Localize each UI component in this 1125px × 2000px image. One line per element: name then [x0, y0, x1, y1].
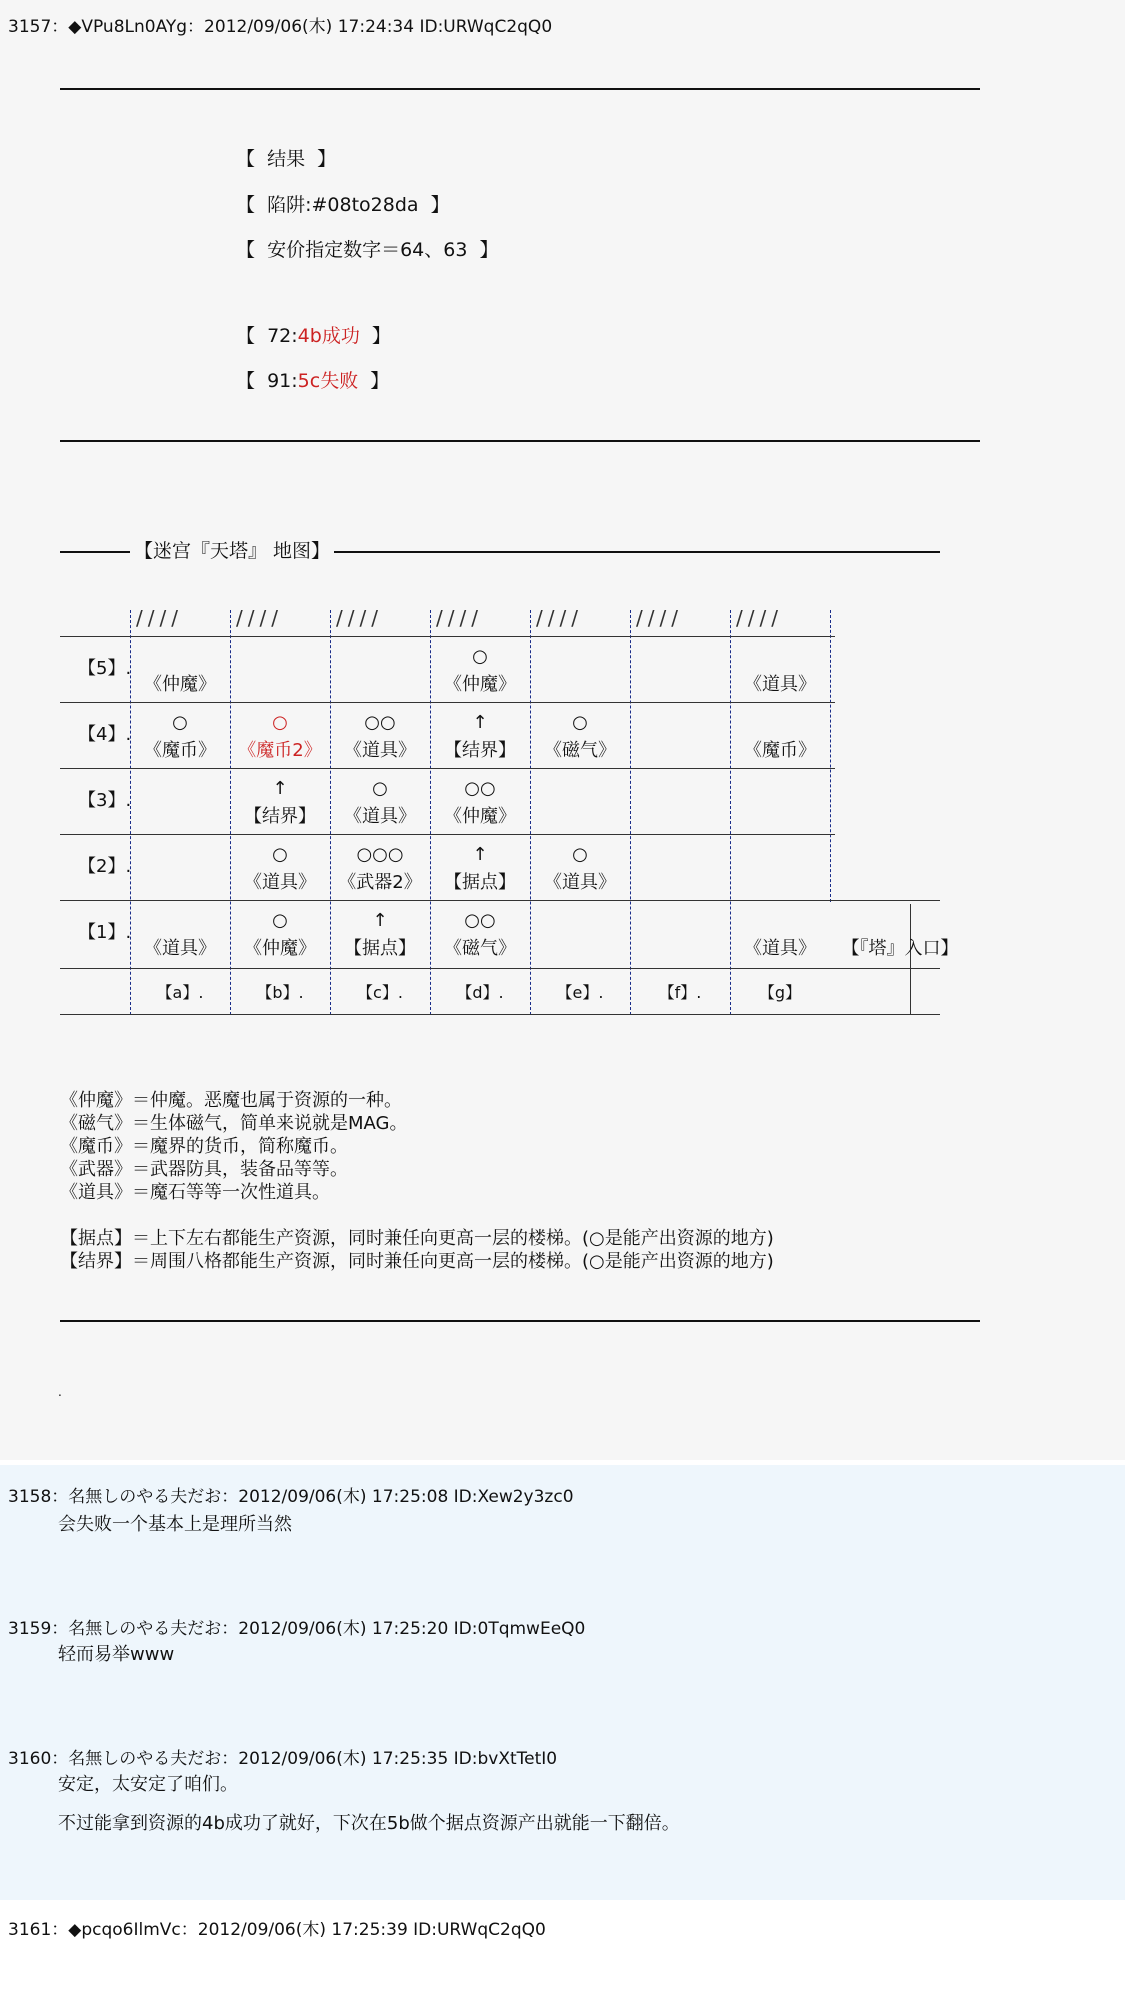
cell-item-r1-g: 《道具》: [744, 938, 816, 959]
cell-marker-r4-c: ○○: [364, 712, 396, 733]
post-header-3157: 3157：◆VPu8Ln0AYg：2012/09/06(木) 17:24:34 ID:URWqC2qQ0: [8, 17, 553, 37]
divider: [60, 88, 980, 90]
cell-item-r2-b: 《道具》: [244, 872, 316, 893]
cell-item-r2-e: 《道具》: [544, 872, 616, 893]
grid-row-line: [60, 1014, 940, 1015]
row-label: 【1】.: [78, 922, 132, 943]
post-body-3160: 安定，太安定了咱们。: [58, 1774, 238, 1795]
hatch-mark: ////: [536, 606, 583, 630]
hatch-mark: ////: [136, 606, 183, 630]
cell-item-r4-e: 《磁气》: [544, 740, 616, 761]
cell-item-r4-b: 《魔币2》: [238, 740, 322, 761]
row-label: 【2】.: [78, 856, 132, 877]
cell-marker-r4-b: ○: [272, 712, 288, 733]
grid-column-line: [630, 610, 631, 1015]
hatch-mark: ////: [336, 606, 383, 630]
row-label: 【4】.: [78, 724, 132, 745]
cell-item-r4-a: 《魔币》: [144, 740, 216, 761]
cell-item-r1-b: 《仲魔》: [244, 938, 316, 959]
cell-marker-r1-c: ↑: [372, 910, 388, 931]
cell-marker-r4-a: ○: [172, 712, 188, 733]
cell-marker-r1-b: ○: [272, 910, 288, 931]
cell-item-r3-c: 《道具》: [344, 806, 416, 827]
legend-line: 《道具》＝魔石等等一次性道具。: [60, 1182, 330, 1203]
grid-row-line: [60, 768, 835, 769]
grid-column-line: [730, 610, 731, 1015]
roll-1-result: 4b成功: [297, 325, 360, 347]
cell-marker-r1-d: ○○: [464, 910, 496, 931]
cell-marker-r5-d: ○: [472, 646, 488, 667]
column-label: 【b】.: [256, 983, 304, 1002]
legend-line: 《武器》＝武器防具，装备品等等。: [60, 1159, 348, 1180]
legend-line: 《磁气》＝生体磁气，简单来说就是MAG。: [60, 1113, 408, 1134]
column-label: 【f】.: [658, 983, 702, 1002]
cell-marker-r2-b: ○: [272, 844, 288, 865]
legend-line: 【据点】＝上下左右都能生产资源，同时兼任向更高一层的楼梯。(○是能产出资源的地方): [60, 1228, 774, 1249]
cell-marker-r3-d: ○○: [464, 778, 496, 799]
post-header-3160: 3160：名無しのやる夫だお：2012/09/06(木) 17:25:35 ID:bvXtTetI0: [8, 1749, 558, 1769]
cell-item-r1-c: 【据点】: [344, 938, 416, 959]
cell-marker-r2-d: ↑: [472, 844, 488, 865]
cell-item-r2-d: 【据点】: [444, 872, 516, 893]
grid-column-line: [830, 610, 831, 902]
cell-item-r2-c: 《武器2》: [338, 872, 422, 893]
cell-item-r3-d: 《仲魔》: [444, 806, 516, 827]
result-heading: 【 结果 】: [236, 148, 337, 170]
column-label: 【e】.: [556, 983, 604, 1002]
post-body-3160-line2: 不过能拿到资源的4b成功了就好，下次在5b做个据点资源产出就能一下翻倍。: [58, 1813, 680, 1834]
row-label: 【3】.: [78, 790, 132, 811]
post-body-3158: 会失败一个基本上是理所当然: [58, 1514, 292, 1535]
grid-row-line: [60, 968, 940, 969]
price-line: 【 安价指定数字＝64、63 】: [236, 239, 499, 261]
column-label: 【g】: [758, 983, 802, 1002]
cell-marker-r2-c: ○○○: [356, 844, 404, 865]
post-header-3159: 3159：名無しのやる夫だお：2012/09/06(木) 17:25:20 ID:0TqmwEeQ0: [8, 1619, 586, 1639]
grid-row-line: [60, 702, 835, 703]
column-label: 【c】.: [357, 983, 403, 1002]
cell-marker-r4-d: ↑: [472, 712, 488, 733]
roll-2: 【 91:5c失败 】: [236, 370, 390, 392]
roll-2-result: 5c失败: [297, 370, 359, 392]
cell-item-r5-d: 《仲魔》: [444, 674, 516, 695]
cell-marker-r3-b: ↑: [272, 778, 288, 799]
grid-column-line: [230, 610, 231, 1015]
grid-column-line: [330, 610, 331, 1015]
hatch-mark: ////: [736, 606, 783, 630]
cell-item-r1-a: 《道具》: [144, 938, 216, 959]
cell-marker-r3-c: ○: [372, 778, 388, 799]
cell-item-r5-g: 《道具》: [744, 674, 816, 695]
hatch-mark: ////: [236, 606, 283, 630]
post-header-3158: 3158：名無しのやる夫だお：2012/09/06(木) 17:25:08 ID:Xew2y3zc0: [8, 1487, 574, 1507]
roll-1: 【 72:4b成功 】: [236, 325, 391, 347]
column-label: 【a】.: [156, 983, 204, 1002]
grid-column-line: [430, 610, 431, 1015]
post-header-3161: 3161：◆pcqo6IlmVc：2012/09/06(木) 17:25:39 ID:URWqC2qQ0: [8, 1920, 546, 1940]
cell-item-r3-b: 【结界】: [244, 806, 316, 827]
legend-line: 《仲魔》＝仲魔。恶魔也属于资源的一种。: [60, 1090, 402, 1111]
grid-column-line: [530, 610, 531, 1015]
post-body-3159: 轻而易举www: [58, 1644, 175, 1665]
cell-item-r4-g: 《魔币》: [744, 740, 816, 761]
column-label: 【d】.: [456, 983, 504, 1002]
tower-entrance-label: 【『塔』入口】: [841, 938, 959, 959]
cell-marker-r4-e: ○: [572, 712, 588, 733]
map-title: 【迷宫『天塔』 地图】: [130, 536, 334, 563]
hatch-mark: ////: [436, 606, 483, 630]
row-label: 【5】.: [78, 658, 132, 679]
cell-item-r4-d: 【结界】: [444, 740, 516, 761]
divider: [60, 440, 980, 442]
grid-row-line: [60, 900, 940, 901]
grid-row-line: [60, 834, 835, 835]
cell-item-r4-c: 《道具》: [344, 740, 416, 761]
legend-line: 【结界】＝周围八格都能生产资源，同时兼任向更高一层的楼梯。(○是能产出资源的地方): [60, 1251, 774, 1272]
trailing-dot: .: [58, 1385, 62, 1399]
cell-item-r5-a: 《仲魔》: [144, 674, 216, 695]
legend-line: 《魔币》＝魔界的货币，简称魔币。: [60, 1136, 348, 1157]
cell-marker-r2-e: ○: [572, 844, 588, 865]
hatch-mark: ////: [636, 606, 683, 630]
divider: [60, 1320, 980, 1322]
cell-item-r1-d: 《磁气》: [444, 938, 516, 959]
trap-line: 【 陷阱:#08to28da 】: [236, 194, 450, 216]
grid-row-line: [60, 636, 835, 637]
